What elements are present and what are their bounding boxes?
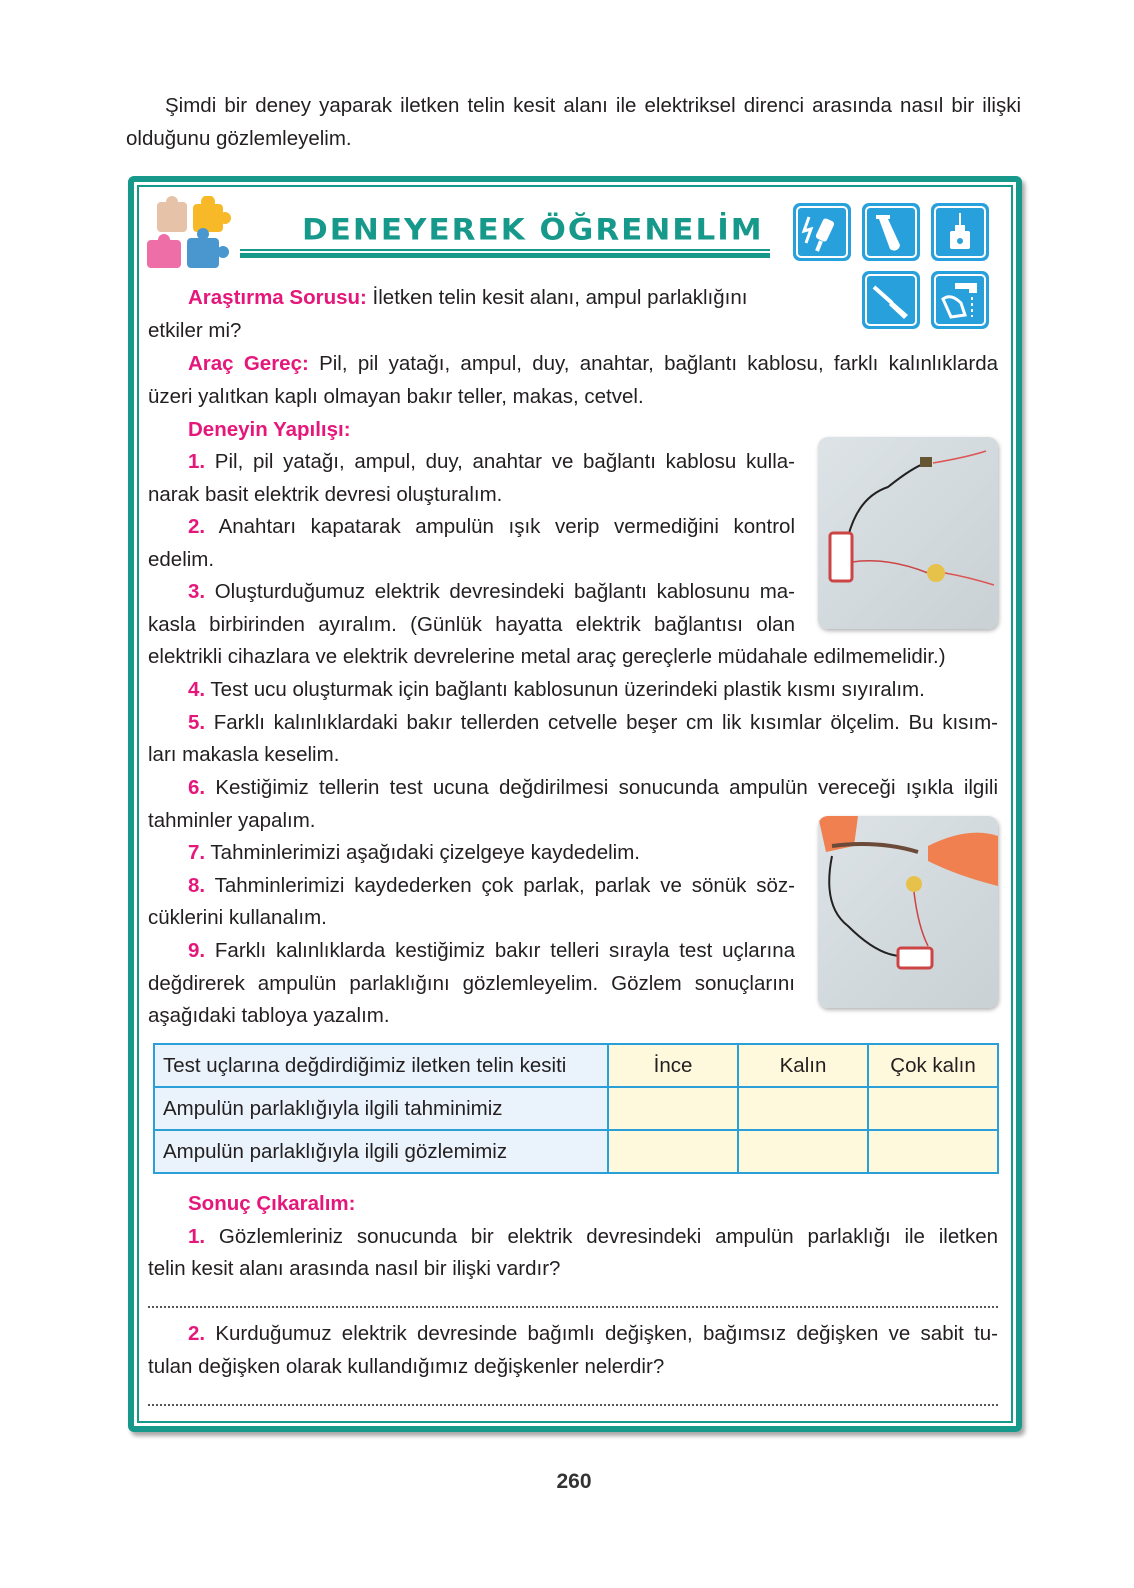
question-text: Kurduğumuz elektrik devresinde bağımlı değişken, bağımsız değişken ve sabit tu- bbox=[205, 1322, 998, 1345]
question-number: 2. bbox=[188, 1322, 206, 1345]
step-3 bbox=[188, 576, 795, 608]
step-text: değdirerek ampulün parlaklığını gözlemleyelim. Gözlem sonuçlarını bbox=[148, 972, 795, 995]
step-text: narak basit elektrik devresi oluşturalım. bbox=[148, 483, 503, 506]
knife-icon bbox=[862, 271, 920, 329]
step-7 bbox=[188, 837, 640, 869]
table-cell[interactable] bbox=[738, 1130, 868, 1173]
step-6 bbox=[188, 772, 998, 804]
step-number: 7. bbox=[188, 841, 206, 864]
table-header-cell: İnce bbox=[608, 1044, 738, 1087]
intro-line: Şimdi bir deney yaparak iletken telin kesit alanı ile elektriksel direnci arasında nasıl bir ilişki bbox=[165, 94, 1021, 117]
question-text: tulan değişken olarak kullandığımız değişkenler nelerdir? bbox=[148, 1355, 665, 1378]
step-text: Farklı kalınlıklarda kestiğimiz bakır telleri sırayla test uçlarına bbox=[205, 939, 795, 962]
step-8 bbox=[188, 870, 795, 902]
research-question bbox=[188, 282, 747, 314]
step-number: 3. bbox=[188, 580, 206, 603]
title-rule bbox=[240, 253, 770, 258]
table-header-cell: Test uçlarına değdirdiğimiz iletken telin kesiti bbox=[154, 1044, 608, 1087]
question-text: telin kesit alanı arasında nasıl bir ilişki vardır? bbox=[148, 1257, 561, 1280]
step-text: kasla birbirinden ayıralım. (Günlük hayatta elektrik bağlantısı olan bbox=[148, 613, 795, 636]
research-text: etkiler mi? bbox=[148, 319, 242, 342]
step-1 bbox=[188, 446, 795, 478]
electric-plug-icon bbox=[793, 203, 851, 261]
materials-text: Pil, pil yatağı, ampul, duy, anahtar, bağlantı kablosu, farklı kalınlıklarda bbox=[308, 352, 998, 375]
step-5 bbox=[188, 707, 998, 739]
procedure-label: Deneyin Yapılışı: bbox=[188, 418, 351, 441]
step-text: elektrikli cihazlara ve elektrik devrelerine metal araç gereçlerle müdahale edilmemelidir.) bbox=[148, 645, 946, 668]
table-header-cell: Kalın bbox=[738, 1044, 868, 1087]
step-text: Kestiğimiz tellerin test ucuna değdirilmesi sonucunda ampulün vereceği ışıkla ilgili bbox=[205, 776, 998, 799]
step-text: Pil, pil yatağı, ampul, duy, anahtar ve bağlantı kablosu kulla- bbox=[205, 450, 795, 473]
materials-label: Araç Gereç: bbox=[188, 352, 309, 375]
research-label: Araştırma Sorusu: bbox=[188, 286, 367, 309]
step-number: 2. bbox=[188, 515, 206, 538]
table-row-label: Ampulün parlaklığıyla ilgili gözlemimiz bbox=[154, 1130, 608, 1173]
intro-line: olduğunu gözlemleyelim. bbox=[126, 127, 352, 150]
step-number: 9. bbox=[188, 939, 206, 962]
step-text: Anahtarı kapatarak ampulün ışık verip vermediğini kontrol bbox=[205, 515, 795, 538]
title-rule bbox=[240, 249, 770, 251]
question-2 bbox=[188, 1318, 998, 1350]
glue-bottle-icon bbox=[931, 203, 989, 261]
page-number: 260 bbox=[556, 1470, 592, 1493]
step-text: tahminler yapalım. bbox=[148, 809, 316, 832]
question-number: 1. bbox=[188, 1225, 206, 1248]
step-text: Tahminlerimizi kaydederken çok parlak, parlak ve sönük söz- bbox=[205, 874, 795, 897]
observation-table bbox=[153, 1043, 999, 1174]
step-9 bbox=[188, 935, 795, 967]
circuit-photo bbox=[818, 437, 998, 629]
table-header-cell: Çok kalın bbox=[868, 1044, 998, 1087]
table-cell[interactable] bbox=[868, 1087, 998, 1130]
table-row bbox=[154, 1087, 998, 1130]
materials-text: üzeri yalıtkan kaplı olmayan bakır teller, makas, cetvel. bbox=[148, 385, 644, 408]
step-number: 6. bbox=[188, 776, 206, 799]
circuit-hands-photo bbox=[818, 816, 998, 1008]
step-number: 8. bbox=[188, 874, 206, 897]
research-text: İletken telin kesit alanı, ampul parlaklığını bbox=[366, 286, 748, 309]
test-tube-icon bbox=[862, 203, 920, 261]
table-row-label: Ampulün parlaklığıyla ilgili tahminimiz bbox=[154, 1087, 608, 1130]
conclusion-label: Sonuç Çıkaralım: bbox=[188, 1192, 356, 1215]
puzzle-logo-icon bbox=[145, 196, 237, 278]
step-text: Oluşturduğumuz elektrik devresindeki bağlantı kablosunu ma- bbox=[205, 580, 795, 603]
step-text: aşağıdaki tabloya yazalım. bbox=[148, 1004, 390, 1027]
step-text: edelim. bbox=[148, 548, 215, 571]
question-text: Gözlemleriniz sonucunda bir elektrik devresindeki ampulün parlaklığı ile iletken bbox=[205, 1225, 998, 1248]
step-number: 5. bbox=[188, 711, 206, 734]
section-title: DENEYEREK ÖĞRENELİM bbox=[302, 212, 764, 248]
materials bbox=[188, 348, 998, 380]
hand-washing-icon bbox=[931, 271, 989, 329]
step-number: 1. bbox=[188, 450, 206, 473]
table-row bbox=[154, 1130, 998, 1173]
step-text: ları makasla keselim. bbox=[148, 743, 340, 766]
step-2 bbox=[188, 511, 795, 543]
table-cell[interactable] bbox=[738, 1087, 868, 1130]
table-cell[interactable] bbox=[608, 1087, 738, 1130]
table-cell[interactable] bbox=[608, 1130, 738, 1173]
step-text: Test ucu oluşturmak için bağlantı kablosunun üzerindeki plastik kısmı sıyıralım. bbox=[205, 678, 925, 701]
question-1 bbox=[188, 1221, 998, 1253]
step-text: Farklı kalınlıklardaki bakır tellerden cetvelle beşer cm lik kısımlar ölçelim. Bu kısım- bbox=[205, 711, 998, 734]
answer-line[interactable] bbox=[148, 1302, 998, 1308]
step-text: Tahminlerimizi aşağıdaki çizelgeye kaydedelim. bbox=[205, 841, 640, 864]
table-header-row bbox=[154, 1044, 998, 1087]
step-number: 4. bbox=[188, 678, 206, 701]
step-text: cüklerini kullanalım. bbox=[148, 906, 327, 929]
step-4 bbox=[188, 674, 925, 706]
table-cell[interactable] bbox=[868, 1130, 998, 1173]
answer-line[interactable] bbox=[148, 1400, 998, 1406]
